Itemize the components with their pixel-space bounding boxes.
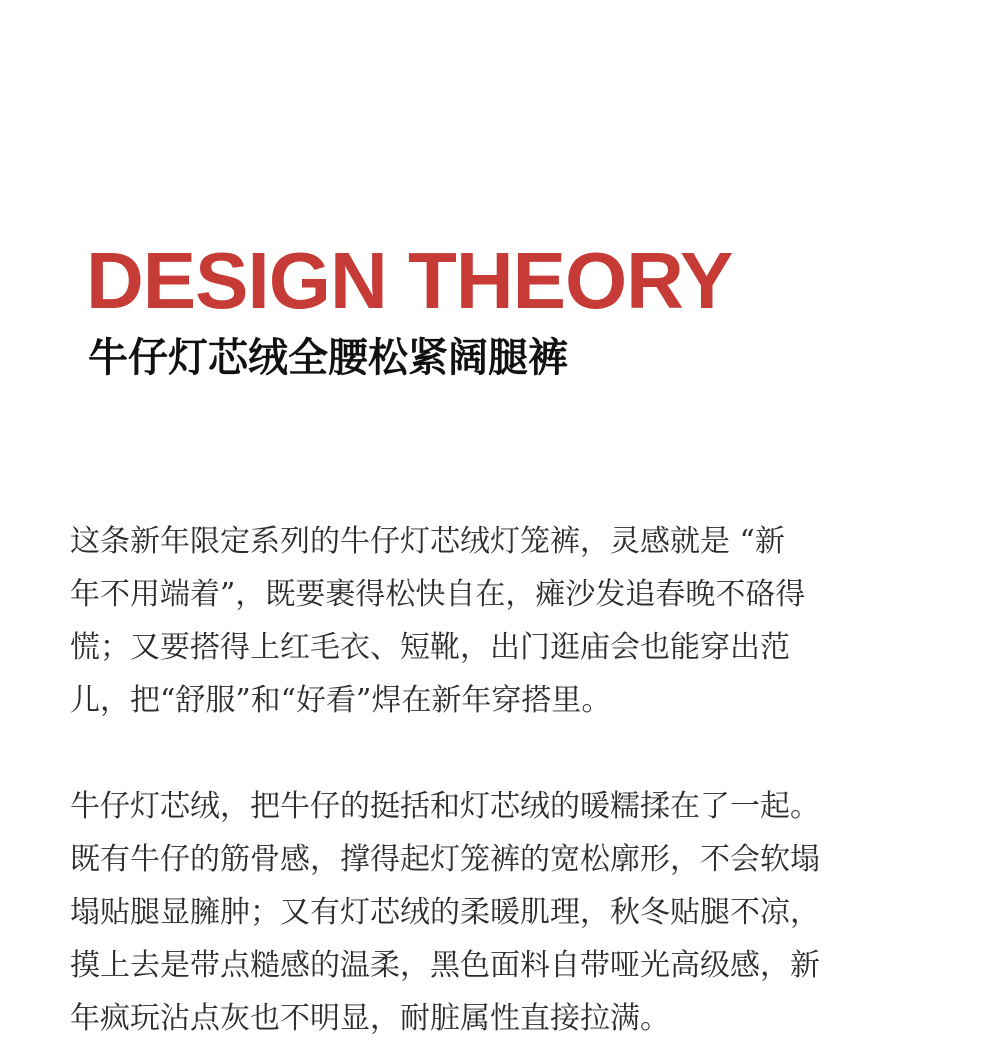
paragraph-line: 塌贴腿显臃肿；又有灯芯绒的柔暖肌理，秋冬贴腿不凉， bbox=[70, 895, 820, 930]
product-subtitle: 牛仔灯芯绒全腰松紧阔腿裤 bbox=[88, 335, 568, 381]
paragraph-line: 儿，把“舒服”和“好看”焊在新年穿搭里。 bbox=[70, 683, 612, 718]
paragraph-line: 慌；又要搭得上红毛衣、短靴，出门逛庙会也能穿出范 bbox=[70, 630, 790, 665]
paragraph-line: 这条新年限定系列的牛仔灯芯绒灯笼裤，灵感就是 “新 bbox=[70, 524, 785, 559]
paragraph-line: 年疯玩沾点灰也不明显，耐脏属性直接拉满。 bbox=[70, 1001, 670, 1036]
paragraph-line: 牛仔灯芯绒，把牛仔的挺括和灯芯绒的暖糯揉在了一起。 bbox=[70, 789, 820, 824]
paragraph-line: 年不用端着”，既要裹得松快自在，瘫沙发追春晚不硌得 bbox=[70, 577, 806, 612]
paragraph-line: 既有牛仔的筋骨感，撑得起灯笼裤的宽松廓形，不会软塌 bbox=[70, 842, 820, 877]
paragraph-inspiration bbox=[70, 515, 930, 727]
paragraph-line: 摸上去是带点糙感的温柔，黑色面料自带哑光高级感，新 bbox=[70, 948, 820, 983]
body-copy bbox=[70, 515, 930, 1045]
headline: DESIGN THEORY bbox=[86, 236, 733, 325]
paragraph-fabric bbox=[70, 780, 930, 1045]
